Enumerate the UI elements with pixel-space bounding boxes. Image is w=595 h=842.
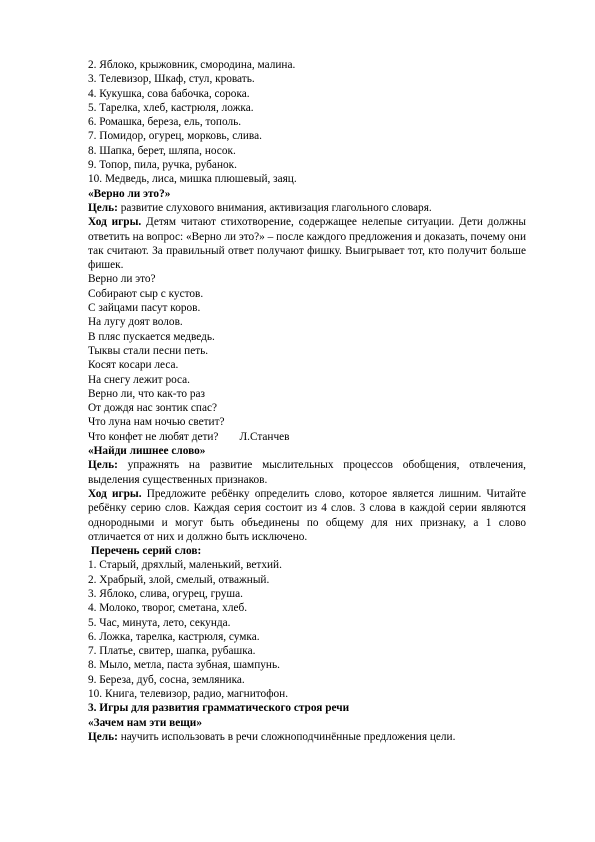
list-item: 8. Мыло, метла, паста зубная, шампунь. (88, 659, 280, 672)
game3-goal (88, 730, 526, 744)
goal-text: упражнять на развитие мыслительных процессов обобщения, отвлечения, выделения существенных признаков. (88, 459, 526, 486)
list-item: 4. Кукушка, сова бабочка, сорока. (88, 87, 250, 100)
game2-title: «Найди лишнее слово» (88, 445, 206, 458)
poem-author: Л.Станчев (239, 430, 290, 443)
game1-title: «Верно ли это?» (88, 187, 171, 200)
series-heading: Перечень серий слов: (88, 545, 202, 558)
poem-last-line: Что конфет не любят дети? (88, 430, 219, 443)
poem-line: Косят косари леса. (88, 359, 179, 372)
game1-poem (88, 272, 526, 444)
poem-line: От дождя нас зонтик спас? (88, 402, 217, 415)
game3-title: «Зачем нам эти вещи» (88, 716, 202, 729)
course-text: Предложите ребёнку определить слово, которое является лишним. Читайте ребёнку серию слов. Каждая серия состоит из 4 слов. 3 слова в каждой серии являются однородными и могут быть объединены по общему для них признаку, а 1 слово отличается от них и должно быть исключено. (88, 487, 526, 543)
course-text: Детям читают стихотворение, содержащее нелепые ситуации. Дети должны ответить на вопрос: «Верно ли это?» – после каждого предложения и доказать, почему они так считают. За правильный ответ получают фишку. Выигрывает тот, кто получит больше фишек. (88, 216, 527, 272)
word-list-a (88, 58, 526, 187)
poem-line: Верно ли, что как-то раз (88, 387, 205, 400)
list-item: 3. Телевизор, Шкаф, стул, кровать. (88, 73, 255, 86)
game2-course (88, 487, 526, 544)
goal-label: Цель: (88, 730, 118, 743)
list-item: 2. Яблоко, крыжовник, смородина, малина. (88, 59, 296, 71)
word-series-list (88, 558, 526, 701)
list-item: 1. Старый, дряхлый, маленький, ветхий. (88, 559, 282, 572)
poem-line: В пляс пускается медведь. (88, 330, 215, 343)
poem-line: На лугу доят волов. (88, 316, 183, 329)
list-item: 5. Час, минута, лето, секунда. (88, 616, 231, 629)
poem-line: Собирают сыр с кустов. (88, 287, 204, 300)
goal-text: научить использовать в речи сложноподчинённые предложения цели. (117, 730, 456, 743)
list-item: 10. Медведь, лиса, мишка плюшевый, заяц. (88, 173, 297, 186)
poem-line: С зайцами пасут коров. (88, 302, 201, 315)
list-item: 8. Шапка, берет, шляпа, носок. (88, 144, 236, 157)
game1-goal (88, 201, 526, 215)
list-item: 5. Тарелка, хлеб, кастрюля, ложка. (88, 101, 254, 114)
goal-label: Цель: (88, 459, 118, 472)
goal-label: Цель: (88, 201, 118, 214)
list-item: 7. Платье, свитер, шапка, рубашка. (88, 645, 256, 658)
list-item: 4. Молоко, творог, сметана, хлеб. (88, 602, 248, 615)
course-label: Ход игры. (88, 487, 142, 500)
list-item: 9. Топор, пила, ручка, рубанок. (88, 159, 237, 172)
course-label: Ход игры. (88, 216, 142, 229)
section-title: 3. Игры для развития грамматического строя речи (88, 702, 350, 715)
poem-line: Тыквы стали песни петь. (88, 344, 209, 357)
list-item: 6. Ромашка, береза, ель, тополь. (88, 116, 242, 129)
game2-goal (88, 458, 526, 487)
list-item: 6. Ложка, тарелка, кастрюля, сумка. (88, 630, 260, 643)
list-item: 9. Береза, дуб, сосна, земляника. (88, 673, 245, 686)
goal-text: развитие слухового внимания, активизация глагольного словаря. (117, 201, 432, 214)
poem-line: Что луна нам ночью светит? (88, 416, 225, 429)
poem-line: Верно ли это? (88, 273, 156, 286)
page-content (88, 58, 526, 744)
game1-course (88, 215, 526, 272)
list-item: 7. Помидор, огурец, морковь, слива. (88, 130, 262, 143)
list-item: 2. Храбрый, злой, смелый, отважный. (88, 573, 270, 586)
poem-line (88, 430, 526, 444)
poem-line: На снегу лежит роса. (88, 373, 191, 386)
list-item: 10. Книга, телевизор, радио, магнитофон. (88, 688, 289, 701)
list-item: 3. Яблоко, слива, огурец, груша. (88, 587, 243, 600)
